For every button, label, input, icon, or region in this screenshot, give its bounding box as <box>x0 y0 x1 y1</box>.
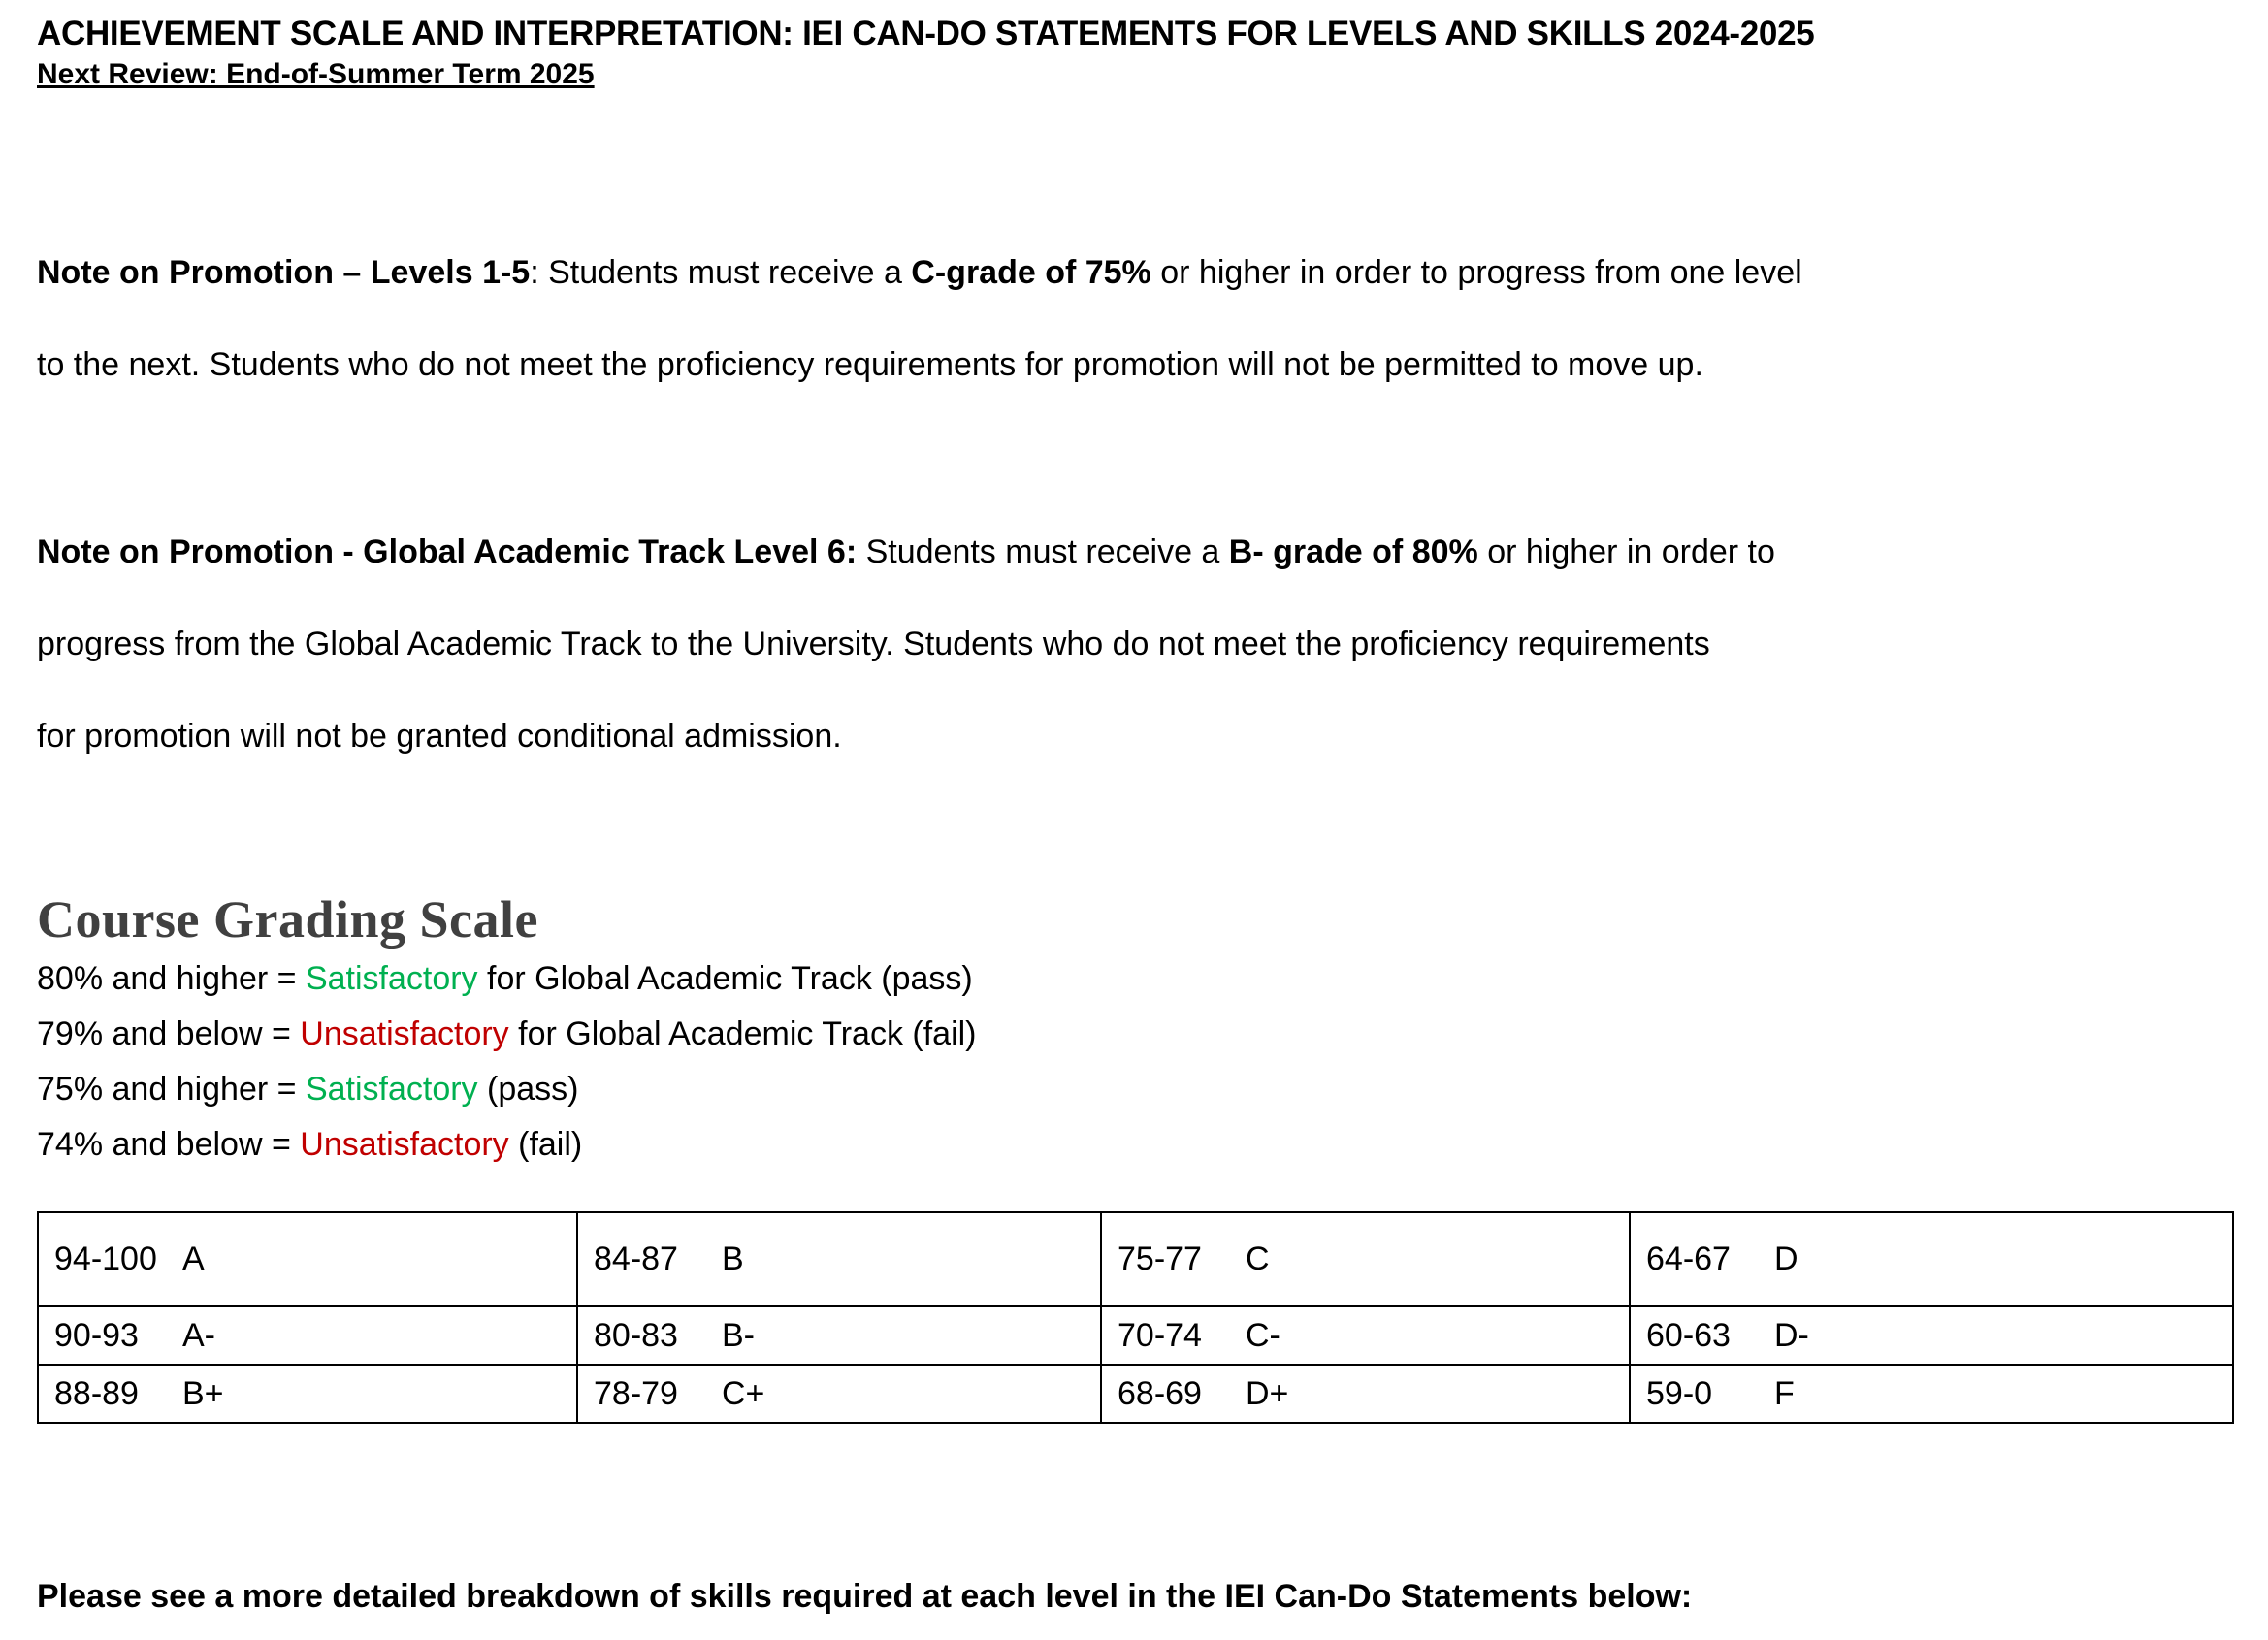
grade-cell <box>1101 1306 1630 1365</box>
paragraph-line <box>37 691 2251 783</box>
rule-suffix: (fail) <box>508 1126 583 1163</box>
grade-cell <box>577 1365 1101 1423</box>
grade-letter: D- <box>1774 1316 1809 1354</box>
rule-prefix: 75% and higher = <box>37 1071 306 1108</box>
grade-range: 80-83 <box>594 1316 678 1354</box>
next-review-text: Next Review: End-of-Summer Term 2025 <box>37 58 595 90</box>
rule-prefix: 79% and below = <box>37 1015 301 1052</box>
text-segment: progress from the Global Academic Track to the University. Students who do not meet the proficiency requirements <box>37 626 1710 662</box>
grade-range: 59-0 <box>1646 1374 1713 1412</box>
text-segment: B- grade of 80% <box>1228 533 1478 570</box>
grade-letter: C <box>1246 1240 1270 1277</box>
rule-status: Unsatisfactory <box>300 1126 509 1163</box>
grading-rule <box>37 951 2251 1007</box>
grade-letter: B- <box>722 1316 755 1354</box>
table-row <box>38 1212 2233 1306</box>
grading-rule <box>37 1117 2251 1173</box>
grade-letter: B <box>722 1240 744 1277</box>
grade-range: 88-89 <box>54 1374 139 1412</box>
grade-letter: F <box>1774 1374 1795 1412</box>
grade-cell <box>577 1306 1101 1365</box>
rule-prefix: 80% and higher = <box>37 960 306 997</box>
table-row <box>38 1365 2233 1423</box>
text-segment: or higher in order to progress from one level <box>1150 254 1802 291</box>
grade-cell <box>1630 1306 2233 1365</box>
skills-breakdown-note: Please see a more detailed breakdown of skills required at each level in the IEI Can-Do Statements below: <box>37 1578 1693 1615</box>
text-segment: : Students must receive a <box>530 254 912 291</box>
rule-suffix: (pass) <box>477 1071 579 1108</box>
grade-cell <box>38 1365 577 1423</box>
grade-range: 94-100 <box>54 1240 157 1277</box>
grade-cell <box>1630 1365 2233 1423</box>
text-segment: for promotion will not be granted conditional admission. <box>37 718 842 755</box>
text-segment: to the next. Students who do not meet the proficiency requirements for promotion will not be permitted to move up. <box>37 346 1703 383</box>
grade-cell <box>38 1212 577 1306</box>
rule-suffix: for Global Academic Track (fail) <box>508 1015 977 1052</box>
grade-range: 60-63 <box>1646 1316 1731 1354</box>
paragraph-line <box>37 598 2251 691</box>
document-title: ACHIEVEMENT SCALE AND INTERPRETATION: IEI CAN-DO STATEMENTS FOR LEVELS AND SKILLS 2024-2025 <box>37 15 1815 52</box>
table-row <box>38 1306 2233 1365</box>
grading-rule <box>37 1062 2251 1117</box>
text-segment: Note on Promotion - Global Academic Track Level 6: <box>37 533 858 570</box>
grade-cell <box>38 1306 577 1365</box>
rule-status: Unsatisfactory <box>300 1015 509 1052</box>
grade-range: 84-87 <box>594 1240 678 1277</box>
rule-suffix: for Global Academic Track (pass) <box>477 960 973 997</box>
grade-range: 75-77 <box>1118 1240 1202 1277</box>
rule-status: Satisfactory <box>305 1071 478 1108</box>
grade-letter: D+ <box>1246 1374 1289 1412</box>
grade-letter: D <box>1774 1240 1798 1277</box>
grade-letter: C+ <box>722 1374 765 1412</box>
grade-letter: A <box>182 1240 205 1277</box>
text-segment: Note on Promotion – Levels 1-5 <box>37 254 531 291</box>
text-segment: C-grade of 75% <box>911 254 1151 291</box>
grade-letter: A- <box>182 1316 215 1354</box>
paragraph-line <box>37 506 2251 598</box>
text-segment: or higher in order to <box>1477 533 1775 570</box>
grade-range: 64-67 <box>1646 1240 1731 1277</box>
paragraph-line <box>37 319 2251 411</box>
grade-cell <box>1630 1212 2233 1306</box>
promotion-note-global-track-level-6 <box>37 506 2251 783</box>
grade-letter: B+ <box>182 1374 224 1412</box>
grade-letter: C- <box>1246 1316 1280 1354</box>
paragraph-line <box>37 227 2251 319</box>
grade-range: 90-93 <box>54 1316 139 1354</box>
grade-range: 70-74 <box>1118 1316 1202 1354</box>
grade-cell <box>1101 1212 1630 1306</box>
next-review-note <box>37 56 2251 93</box>
grade-cell <box>1101 1365 1630 1423</box>
grade-range: 78-79 <box>594 1374 678 1412</box>
grade-range: 68-69 <box>1118 1374 1202 1412</box>
grading-rule <box>37 1007 2251 1062</box>
grading-rules <box>37 951 2251 1173</box>
promotion-note-levels-1-5 <box>37 227 2251 411</box>
grade-cell <box>577 1212 1101 1306</box>
rule-prefix: 74% and below = <box>37 1126 301 1163</box>
text-segment: Students must receive a <box>857 533 1229 570</box>
rule-status: Satisfactory <box>305 960 478 997</box>
grade-table <box>37 1211 2234 1424</box>
grading-scale-heading: Course Grading Scale <box>37 890 538 949</box>
